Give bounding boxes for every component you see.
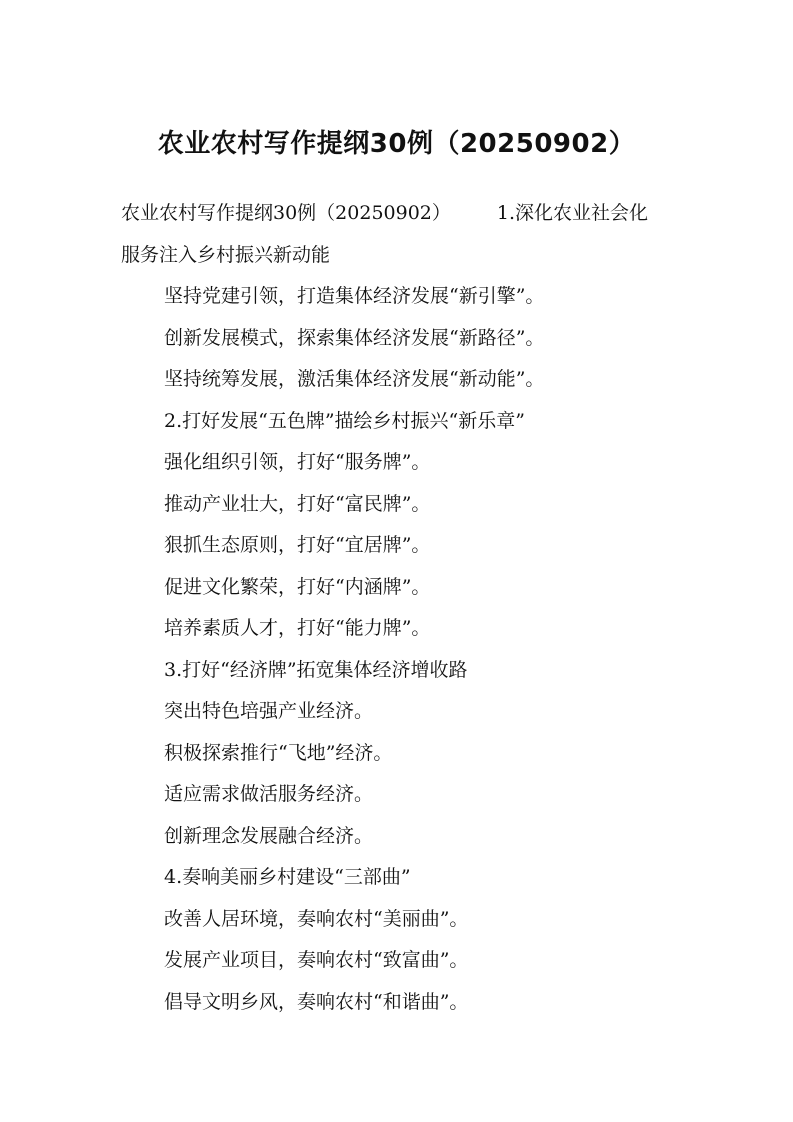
text-line-8: 促进文化繁荣，打好“内涵牌”。 — [164, 575, 431, 598]
text-line-3: 坚持统筹发展，激活集体经济发展“新动能”。 — [164, 368, 545, 390]
text-line-11: 突出特色培强产业经济。 — [164, 700, 374, 722]
body-lines — [164, 276, 724, 1023]
intro-paragraph — [121, 193, 681, 276]
text-line-16: 改善人居环境，奏响农村“美丽曲”。 — [164, 907, 469, 930]
text-line-9: 培养素质人才，打好“能力牌”。 — [164, 617, 431, 639]
text-line-17: 发展产业项目，奏响农村“致富曲”。 — [164, 949, 469, 971]
intro-text-title-ref: 农业农村写作提纲30例（20250902） — [121, 202, 451, 224]
intro-line-1 — [121, 193, 681, 235]
text-line-6: 推动产业壮大，打好“富民牌”。 — [164, 492, 431, 515]
section-heading-3: 3.打好“经济牌”拓宽集体经济增收路 — [164, 658, 468, 681]
document-title: 农业农村写作提纲30例（20250902） — [157, 129, 636, 159]
text-line-12: 积极探索推行“飞地”经济。 — [164, 741, 393, 764]
text-line-1: 坚持党建引领，打造集体经济发展“新引擎”。 — [164, 285, 545, 307]
section-heading-4: 4.奏响美丽乡村建设“三部曲” — [164, 866, 411, 888]
section-heading-2: 2.打好发展“五色牌”描绘乡村振兴“新乐章” — [164, 409, 525, 432]
text-line-13: 适应需求做活服务经济。 — [164, 783, 374, 805]
text-line-7: 狠抓生态原则，打好“宜居牌”。 — [164, 534, 431, 556]
text-line-18: 倡导文明乡风，奏响农村“和谐曲”。 — [164, 990, 469, 1013]
intro-line-2: 服务注入乡村振兴新动能 — [121, 243, 331, 266]
text-line-2: 创新发展模式，探索集体经济发展“新路径”。 — [164, 326, 545, 349]
intro-text-heading-1: 1.深化农业社会化 — [496, 202, 649, 224]
text-line-5: 强化组织引领，打好“服务牌”。 — [164, 451, 431, 473]
text-line-14: 创新理念发展融合经济。 — [164, 824, 374, 847]
